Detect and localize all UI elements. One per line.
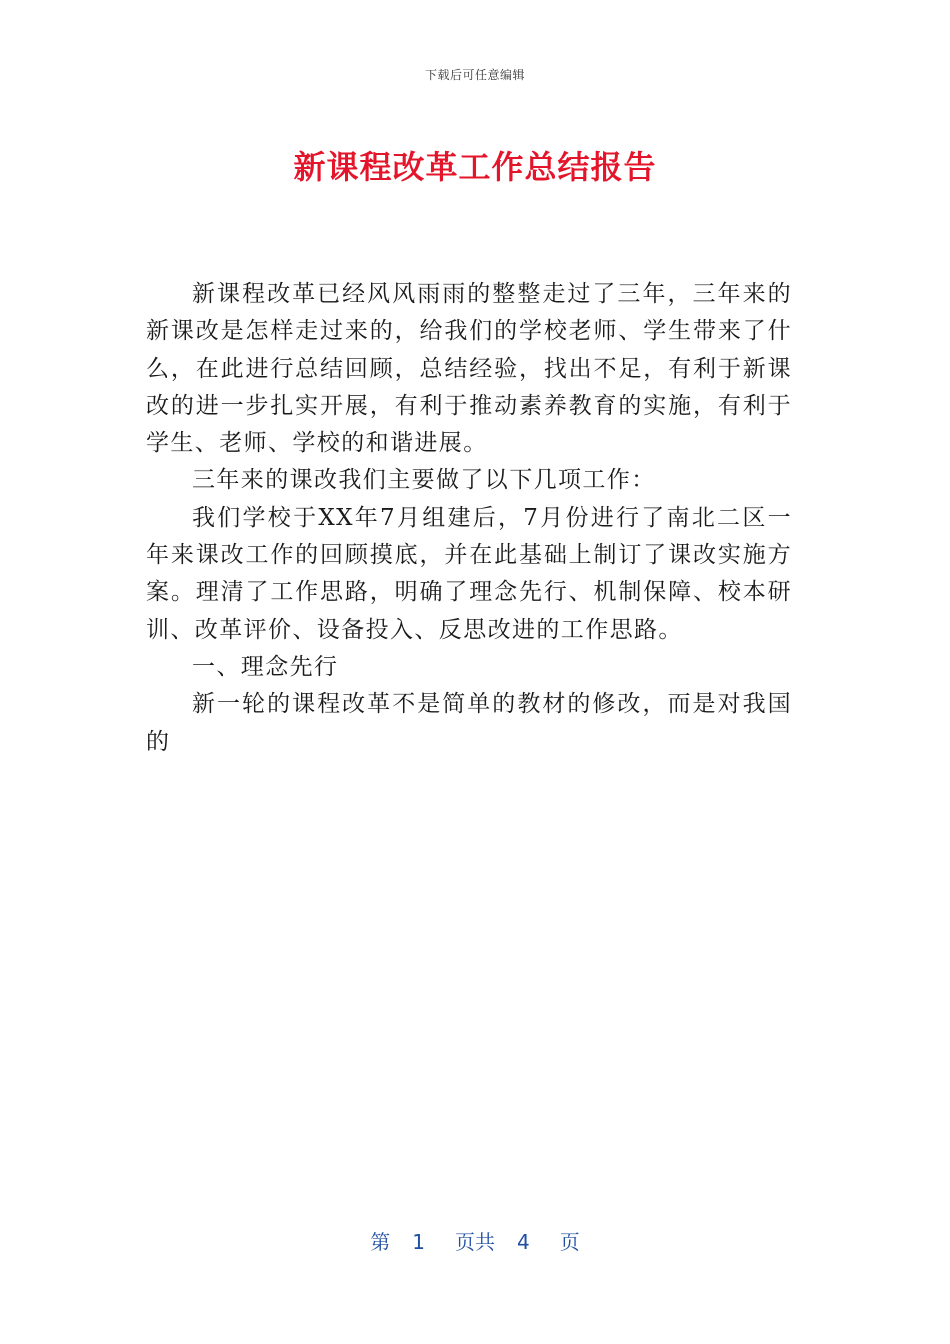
document-body	[146, 276, 792, 761]
paragraph-reform-concept: 新一轮的课程改革不是简单的教材的修改，而是对我国的	[146, 691, 792, 755]
page-number-footer	[0, 1226, 950, 1255]
page-suffix: 页	[559, 1230, 580, 1254]
paragraph-work-plan: 我们学校于XX年7月组建后，7月份进行了南北二区一年来课改工作的回顾摸底，并在此基础上制订了课改实施方案。理清了工作思路，明确了理念先行、机制保障、校本研训、改革评价、设备投入、反思改进的工作思路。	[146, 504, 792, 643]
document-title: 新课程改革工作总结报告	[293, 148, 657, 186]
page-total: 4	[517, 1230, 530, 1254]
paragraph-intro: 新课程改革已经风风雨雨的整整走过了三年，三年来的新课改是怎样走过来的，给我们的学校老师、学生带来了什么，在此进行总结回顾，总结经验，找出不足，有利于新课改的进一步扎实开展，有利于推动素养教育的实施，有利于学生、老师、学校的和谐进展。	[146, 281, 792, 457]
paragraph-summary-lead: 三年来的课改我们主要做了以下几项工作：	[192, 467, 656, 494]
page-prefix: 第	[370, 1230, 391, 1254]
header-note: 下载后可任意编辑	[424, 68, 525, 82]
page-current: 1	[412, 1230, 425, 1254]
section-heading-concept-first: 一、理念先行	[192, 653, 339, 680]
page-mid: 页共	[455, 1230, 495, 1254]
